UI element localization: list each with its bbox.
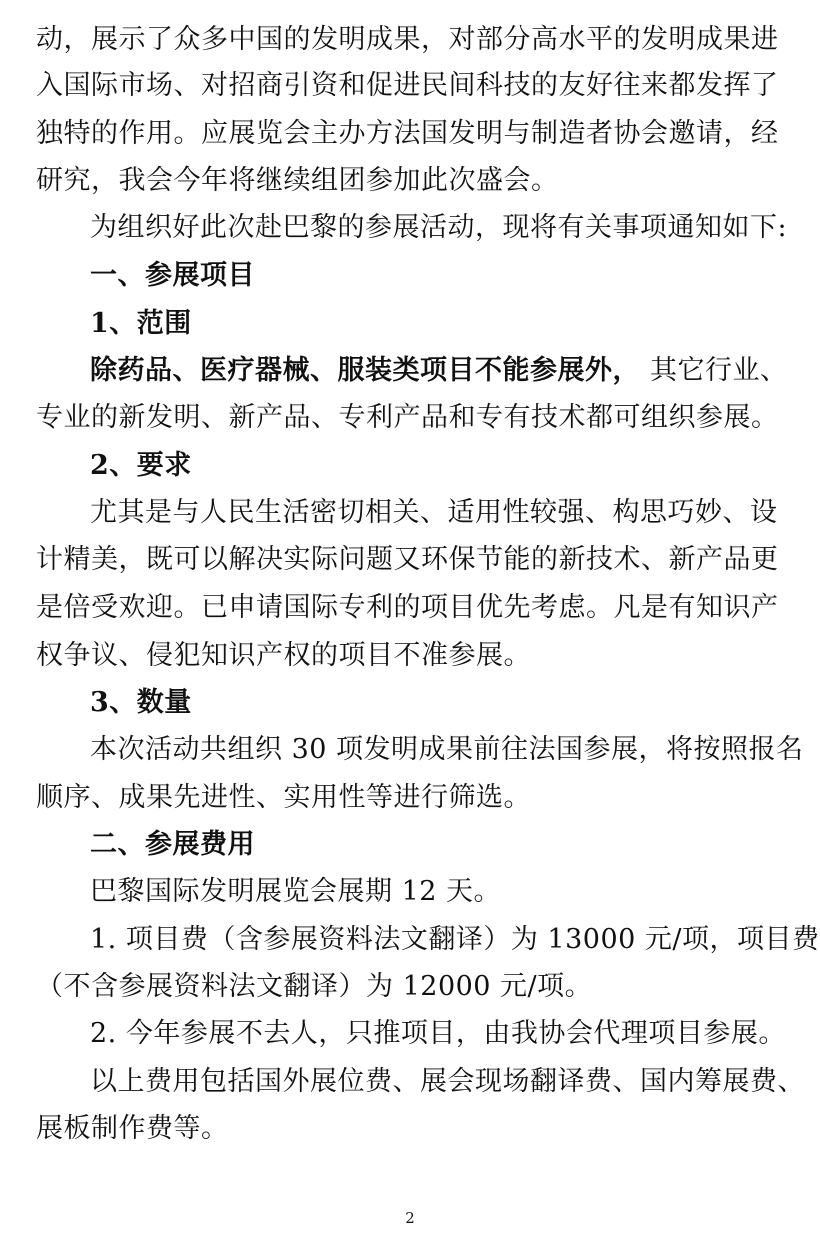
- paragraph-line: 专业的新发明、新产品、专利产品和专有技术都可组织参展。: [36, 402, 779, 433]
- paragraph-line: 本次活动共组织 30 项发明成果前往法国参展，将按照报名: [90, 734, 804, 765]
- section-heading: 二、参展费用: [90, 829, 255, 860]
- paragraph-line: 巴黎国际发明展览会展期 12 天。: [90, 876, 502, 907]
- paragraph-line: 其它行业、: [650, 355, 788, 386]
- paragraph-line: 展板制作费等。: [36, 1113, 229, 1144]
- paragraph-line: 尤其是与人民生活密切相关、适用性较强、构思巧妙、设: [90, 497, 778, 528]
- paragraph-line: 1. 项目费（含参展资料法文翻译）为 13000 元/项，项目费: [90, 924, 820, 955]
- paragraph-line: 权争议、侵犯知识产权的项目不准参展。: [36, 640, 531, 671]
- paragraph-line: 是倍受欢迎。已申请国际专利的项目优先考虑。凡是有知识产: [36, 592, 779, 623]
- paragraph-line: 为组织好此次赴巴黎的参展活动，现将有关事项通知如下:: [90, 212, 788, 243]
- paragraph-line: 计精美，既可以解决实际问题又环保节能的新技术、新产品更: [36, 544, 779, 575]
- paragraph-line: 独特的作用。应展览会主办方法国发明与制造者协会邀请，经: [36, 118, 779, 149]
- paragraph-line: 2. 今年参展不去人，只推项目，由我协会代理项目参展。: [90, 1018, 786, 1049]
- subsection-heading: 3、数量: [90, 687, 192, 718]
- paragraph-line: （不含参展资料法文翻译）为 12000 元/项。: [36, 971, 593, 1002]
- subsection-heading: 2、要求: [90, 450, 192, 481]
- paragraph-line: 入国际市场、对招商引资和促进民间科技的友好往来都发挥了: [36, 70, 779, 101]
- paragraph-line: 顺序、成果先进性、实用性等进行筛选。: [36, 782, 531, 813]
- subsection-heading: 1、范围: [90, 308, 192, 339]
- emphasis-text: 除药品、医疗器械、服装类项目不能参展外，: [90, 355, 640, 386]
- section-heading: 一、参展项目: [90, 260, 255, 291]
- paragraph-line: 以上费用包括国外展位费、展会现场翻译费、国内筹展费、: [90, 1066, 805, 1097]
- paragraph-line: 研究，我会今年将继续组团参加此次盛会。: [36, 165, 559, 196]
- paragraph-line: 动，展示了众多中国的发明成果，对部分高水平的发明成果进: [36, 24, 779, 55]
- page-number: 2: [405, 1209, 415, 1227]
